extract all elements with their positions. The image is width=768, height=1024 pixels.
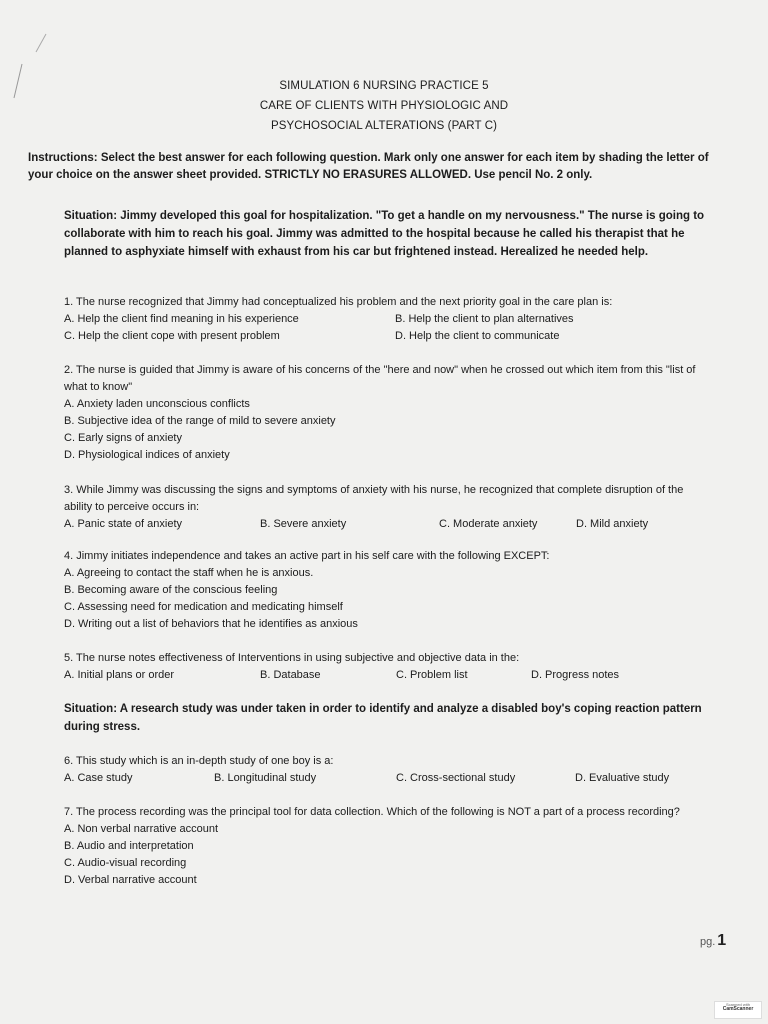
option-b: B. Database [260,669,321,681]
exam-header [0,76,768,136]
situation-1: Situation: Jimmy developed this goal for hospitalization. "To get a handle on my nervousness." The nurse is going to collaborate with him to reach his goal. Jimmy was admitted to the hospital because he called his therapist that he planned to asphyxiate himself with exhaust from his car but frightened instead. Herealized he needed help. [64,210,705,258]
option-d: D. Progress notes [531,669,620,681]
question-6 [64,753,714,787]
scanner-badge [714,1001,762,1019]
option-c: C. Problem list [396,669,468,681]
option-d: D. Evaluative study [575,772,670,784]
header-title: SIMULATION 6 NURSING PRACTICE 5 [279,80,489,92]
header-subtitle-1: CARE OF CLIENTS WITH PHYSIOLOGIC AND [259,100,509,112]
option-a: A. Case study [64,772,133,784]
option-a: A. Agreeing to contact the staff when he is anxious. [64,567,314,579]
question-4 [64,548,714,633]
question-3 [64,482,714,533]
question-stem: 5. The nurse notes effectiveness of Interventions in using subjective and objective data in the: [64,652,520,664]
scanner-badge-line1: Scanned with [725,1002,750,1007]
option-c: C. Audio-visual recording [64,857,187,869]
question-stem: 4. Jimmy initiates independence and takes an active part in his self care with the following EXCEPT: [64,550,550,562]
option-a: A. Anxiety laden unconscious conflicts [64,398,250,410]
option-c: C. Assessing need for medication and medicating himself [64,601,343,613]
question-5 [64,650,714,684]
option-c: C. Moderate anxiety [439,518,538,530]
option-d: D. Physiological indices of anxiety [64,449,230,461]
question-7 [64,804,714,889]
question-stem: 6. This study which is an in-depth study of one boy is a: [64,755,334,767]
question-stem: 3. While Jimmy was discussing the signs and symptoms of anxiety with his nurse, he recognized that complete disruption of the ability to perceive occurs in: [64,484,684,513]
option-c: C. Early signs of anxiety [64,432,182,444]
option-a: A. Non verbal narrative account [64,823,219,835]
instructions: Instructions: Select the best answer for each following question. Mark only one answer for each item by shading the letter of your choice on the answer sheet provided. STRICTLY NO ERASURES ALLOWED. Use pencil No. 2 only. [28,152,709,181]
option-b: B. Longitudinal study [214,772,317,784]
option-b: B. Severe anxiety [260,518,347,530]
option-b: B. Becoming aware of the conscious feeling [64,584,278,596]
question-stem: 1. The nurse recognized that Jimmy had conceptualized his problem and the next priority goal in the care plan is: [64,296,613,308]
question-stem: 2. The nurse is guided that Jimmy is aware of his concerns of the "here and now" when he crossed out which item from this "list of what to know" [64,364,696,393]
question-1 [64,294,714,345]
question-stem: 7. The process recording was the principal tool for data collection. Which of the following is NOT a part of a process recording? [64,806,680,818]
option-b: B. Help the client to plan alternatives [395,313,574,325]
question-2 [64,362,714,464]
scanner-badge-line2: CamScanner [722,1006,754,1012]
header-subtitle-2: PSYCHOSOCIAL ALTERATIONS (PART C) [270,120,498,132]
option-b: B. Subjective idea of the range of mild to severe anxiety [64,415,336,427]
option-a: A. Panic state of anxiety [64,518,183,530]
option-d: D. Verbal narrative account [64,874,197,886]
option-d: D. Writing out a list of behaviors that he identifies as anxious [64,618,358,630]
option-c: C. Help the client cope with present problem [64,330,280,342]
option-c: C. Cross-sectional study [396,772,516,784]
situation-2: Situation: A research study was under taken in order to identify and analyze a disabled boy's coping reaction pattern during stress. [64,703,702,733]
option-a: A. Help the client find meaning in his experience [64,313,299,325]
option-b: B. Audio and interpretation [64,840,194,852]
option-a: A. Initial plans or order [64,669,175,681]
page-number-value: 1 [717,932,727,949]
page-number [700,932,726,950]
page-number-prefix: pg. [700,936,716,948]
option-d: D. Mild anxiety [576,518,649,530]
option-d: D. Help the client to communicate [395,330,560,342]
